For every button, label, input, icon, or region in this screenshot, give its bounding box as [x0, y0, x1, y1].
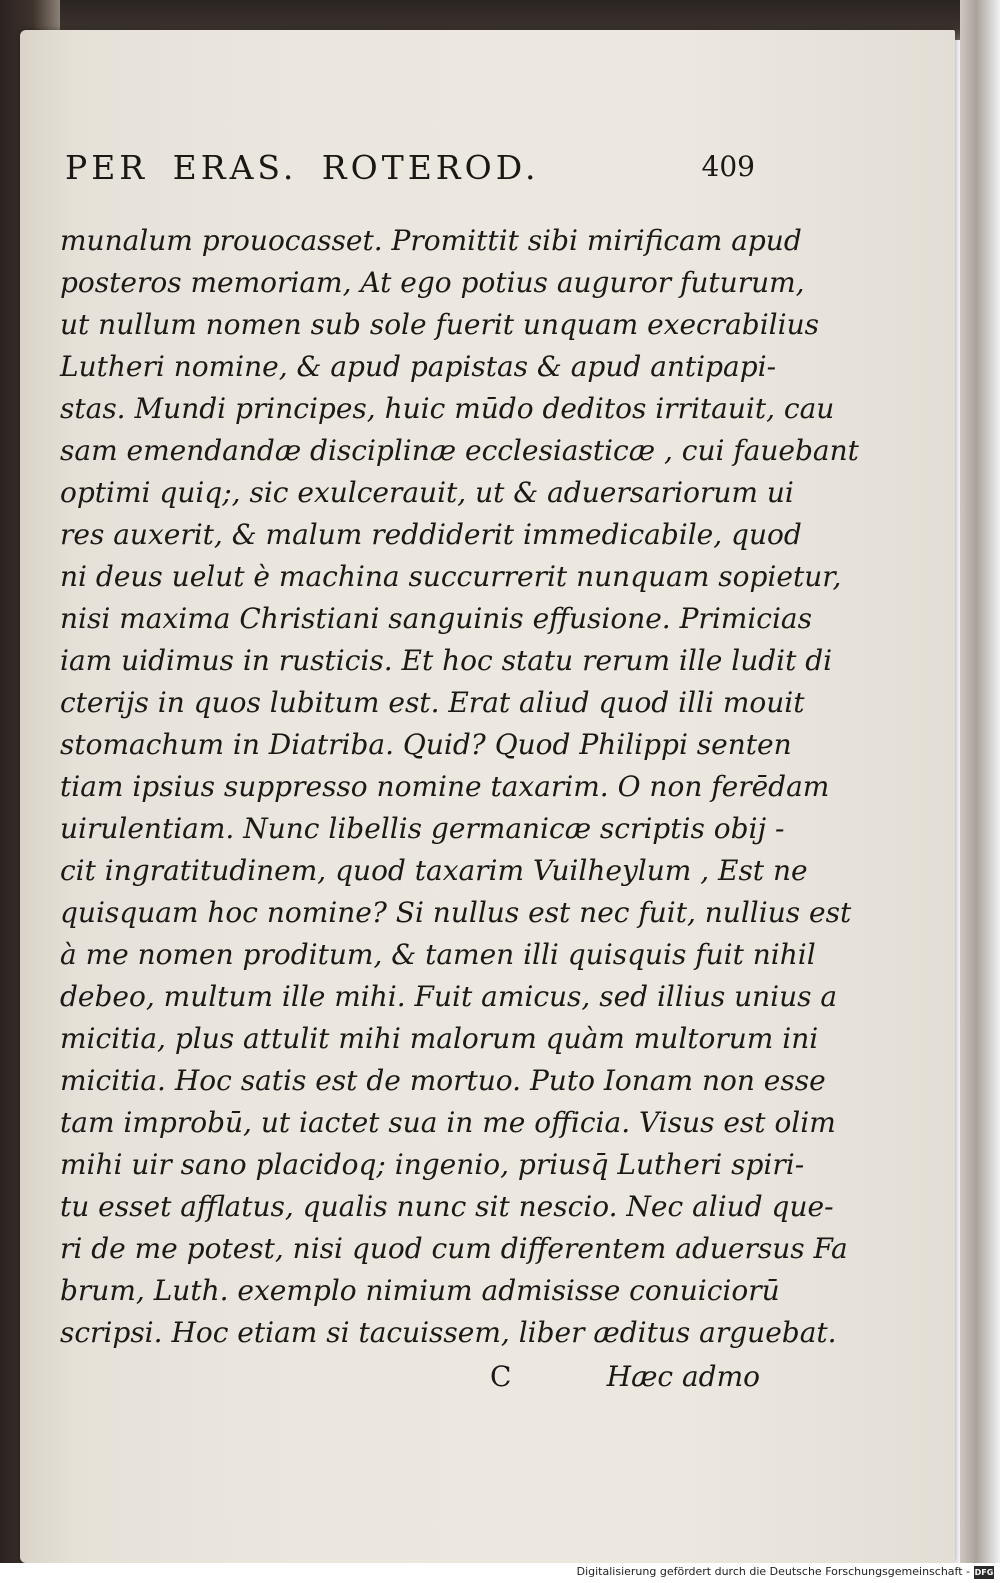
- text-line: cterijs in quos lubitum est. Erat aliud quod illi mouit: [60, 686, 805, 719]
- text-line: cit ingratitudinem, quod taxarim Vuilheylum , Est ne: [60, 854, 808, 887]
- text-line: uirulentiam. Nunc libellis germanicæ scriptis obij -: [60, 812, 785, 845]
- text-line: mihi uir sano placidoq; ingenio, priusq̄ Lutheri spiri-: [60, 1148, 805, 1181]
- text-line: debeo, multum ille mihi. Fuit amicus, sed illius unius a: [60, 980, 838, 1013]
- text-line: stomachum in Diatriba. Quid? Quod Philippi senten: [60, 728, 792, 761]
- text-line: tu esset afflatus, qualis nunc sit nescio. Nec aliud que-: [60, 1190, 834, 1223]
- body-text: [60, 220, 859, 1354]
- text-line: iam uidimus in rusticis. Et hoc statu rerum ille ludit di: [60, 644, 833, 677]
- catchword: Hæc admo: [606, 1360, 760, 1393]
- text-line: scripsi. Hoc etiam si tacuissem, liber æditus arguebat.: [60, 1316, 837, 1349]
- text-line: ni deus uelut è machina succurrerit nunquam sopietur,: [60, 560, 842, 593]
- text-line: micitia, plus attulit mihi malorum quàm multorum ini: [60, 1022, 819, 1055]
- catchline: [490, 1360, 760, 1402]
- running-title: PER ERAS. ROTEROD.: [65, 148, 540, 187]
- text-line: quisquam hoc nomine? Si nullus est nec fuit, nullius est: [60, 896, 852, 929]
- text-line: à me nomen proditum, & tamen illi quisquis fuit nihil: [60, 938, 816, 971]
- text-line: res auxerit, & malum reddiderit immedicabile, quod: [60, 518, 802, 551]
- book-page: [20, 30, 955, 1563]
- running-head: [65, 148, 755, 198]
- text-line: brum, Luth. exemplo nimium admisisse conuiciorū: [60, 1274, 780, 1307]
- text-line: Lutheri nomine, & apud papistas & apud antipapi-: [60, 350, 777, 383]
- page-number: 409: [701, 150, 755, 183]
- digitization-footer: [0, 1563, 1000, 1583]
- text-line: munalum prouocasset. Promittit sibi mirificam apud: [60, 224, 802, 257]
- text-line: tam improbū, ut iactet sua in me officia. Visus est olim: [60, 1106, 836, 1139]
- funding-credit: Digitalisierung gefördert durch die Deutsche Forschungsgemeinschaft -: [576, 1565, 970, 1578]
- page-right-edge: [960, 0, 1000, 1563]
- text-line: sam emendandæ disciplinæ ecclesiasticæ , cui fauebant: [60, 434, 859, 467]
- text-line: posteros memoriam, At ego potius auguror futurum,: [60, 266, 805, 299]
- text-line: stas. Mundi principes, huic mūdo deditos irritauit, cau: [60, 392, 835, 425]
- text-line: ri de me potest, nisi quod cum differentem aduersus Fa: [60, 1232, 848, 1265]
- text-line: nisi maxima Christiani sanguinis effusione. Primicias: [60, 602, 812, 635]
- text-line: ut nullum nomen sub sole fuerit unquam execrabilius: [60, 308, 819, 341]
- text-line: optimi quiq;, sic exulcerauit, ut & aduersariorum ui: [60, 476, 794, 509]
- dfg-logo-icon: DFG: [974, 1568, 994, 1577]
- text-line: micitia. Hoc satis est de mortuo. Puto Ionam non esse: [60, 1064, 826, 1097]
- text-line: tiam ipsius suppresso nomine taxarim. O non ferēdam: [60, 770, 830, 803]
- signature-mark: C: [490, 1360, 512, 1393]
